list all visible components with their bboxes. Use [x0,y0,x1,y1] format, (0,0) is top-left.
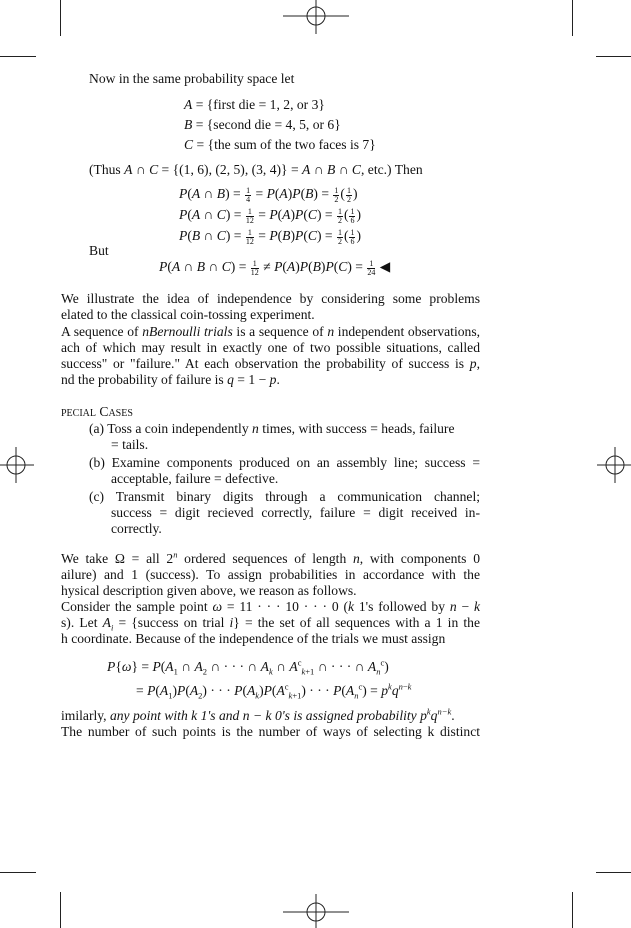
special-case-c-line-3: correctly. [111,521,162,536]
special-case-a-line-1: (a) Toss a coin independently n times, with success = heads, failure [89,421,455,436]
special-case-c-line-2: success = digit recieved correctly, failure = digit received in- [111,505,480,520]
event-a-definition: A = {first die = 1, 2, or 3} [184,97,325,112]
event-c-definition: C = {the sum of the two faces is 7} [184,137,376,152]
equation-point-probability-1: $P\{\omega\} = P(A_1$ ∩ $A_2$ ∩ · · · ∩ $A_k$ ∩ $A^c_{k+1}$ ∩ · · · ∩ $A_n^c$) [107,657,389,677]
special-case-b-line-1: (b) Examine components produced on an assembly line; success = [89,455,480,470]
special-case-c-line-1: (c) Transmit binary digits through a communication channel; [89,489,480,504]
equation-ab: P(A ∩ B) = $\frac{1}{4}$ = P(A)P(B) = $\frac{1}{2}$ ( $\frac{1}{2}$ ) [179,186,358,204]
event-c-text: {the sum of the two faces is 7} [207,137,376,152]
special-case-b-line-2: acceptable, failure = defective. [111,471,279,486]
omega-line-1: We take Ω = all 2$^n$ ordered sequences of length n, with components 0 [61,549,480,566]
equation-point-probability-2: = $P(A_1)P(A_2)$ · · · $P(A_k)P(A^c_{k+1})$ · · · $P(A_n^c) = p^kq^{n-k}$ [136,681,412,701]
omega-line-6: h coordinate. Because of the independence of the trials we must assign [61,631,446,646]
bernoulli-line-4: nd the probability of failure is q = 1 − p. [61,372,280,387]
equation-bc: P(B ∩ C) = $\frac{1}{12}$ = P(B)P(C) = $\frac{1}{2}$ ( $\frac{1}{6}$ ) [179,228,361,246]
registration-mark-left-icon [0,445,34,485]
omega-line-3: hysical description given above, we reason as follows. [61,583,357,598]
bernoulli-line-3: success" or "failure." At each observation the probability of success is p, [61,356,480,371]
omega-line-4: Consider the sample point ω = 11 · · · 10 · · · 0 (k 1's followed by n − k [61,599,480,614]
registration-mark-right-icon [597,445,631,485]
intro-text: Now in the same probability space let [89,71,295,86]
registration-mark-bottom-icon [283,894,349,928]
registration-mark-top-icon [283,0,349,34]
special-cases-heading: pecial Cases [61,404,133,419]
thus-line: (Thus A ∩ C = {(1, 6), (2, 5), (3, 4)} = A ∩ B ∩ C, etc.) Then [89,162,423,177]
independence-paragraph-line-2: elated to the classical coin-tossing experiment. [61,307,315,322]
bernoulli-line-1: A sequence of nBernoulli trials is a sequence of n independent observations, [61,324,481,339]
event-b-definition: B = {second die = 4, 5, or 6} [184,117,341,132]
event-a-text: {first die = 1, 2, or 3} [206,97,325,112]
bernoulli-line-2: ach of which may result in exactly one of two possible situations, called [61,340,480,355]
omega-line-5: s). Let $A_i$ = {success on trial i} = the set of all sequences with a 1 in the [61,615,480,633]
but-text: But [89,243,109,258]
equation-ac: P(A ∩ C) = $\frac{1}{12}$ = P(A)P(C) = $\frac{1}{2}$ ( $\frac{1}{6}$ ) [179,207,361,225]
omega-line-2: ailure) and 1 (success). To assign probabilities in accordance with the [61,567,480,582]
end-of-example-marker-icon: ◀ [379,259,391,274]
independence-paragraph-line-1: We illustrate the idea of independence by considering some problems [61,291,480,306]
similarly-line: imilarly, any point with k 1's and n − k 0's is assigned probability $p^kq^{n-k}$. [61,706,455,723]
event-b-text: {second die = 4, 5, or 6} [206,117,341,132]
special-case-a-line-2: = tails. [111,437,149,452]
last-line: The number of such points is the number of ways of selecting k distinct [61,724,480,739]
equation-abc: P(A ∩ B ∩ C) = $\frac{1}{12}$ ≠ P(A)P(B)P(C) = $\frac{1}{24}$ ◀ [159,259,391,277]
